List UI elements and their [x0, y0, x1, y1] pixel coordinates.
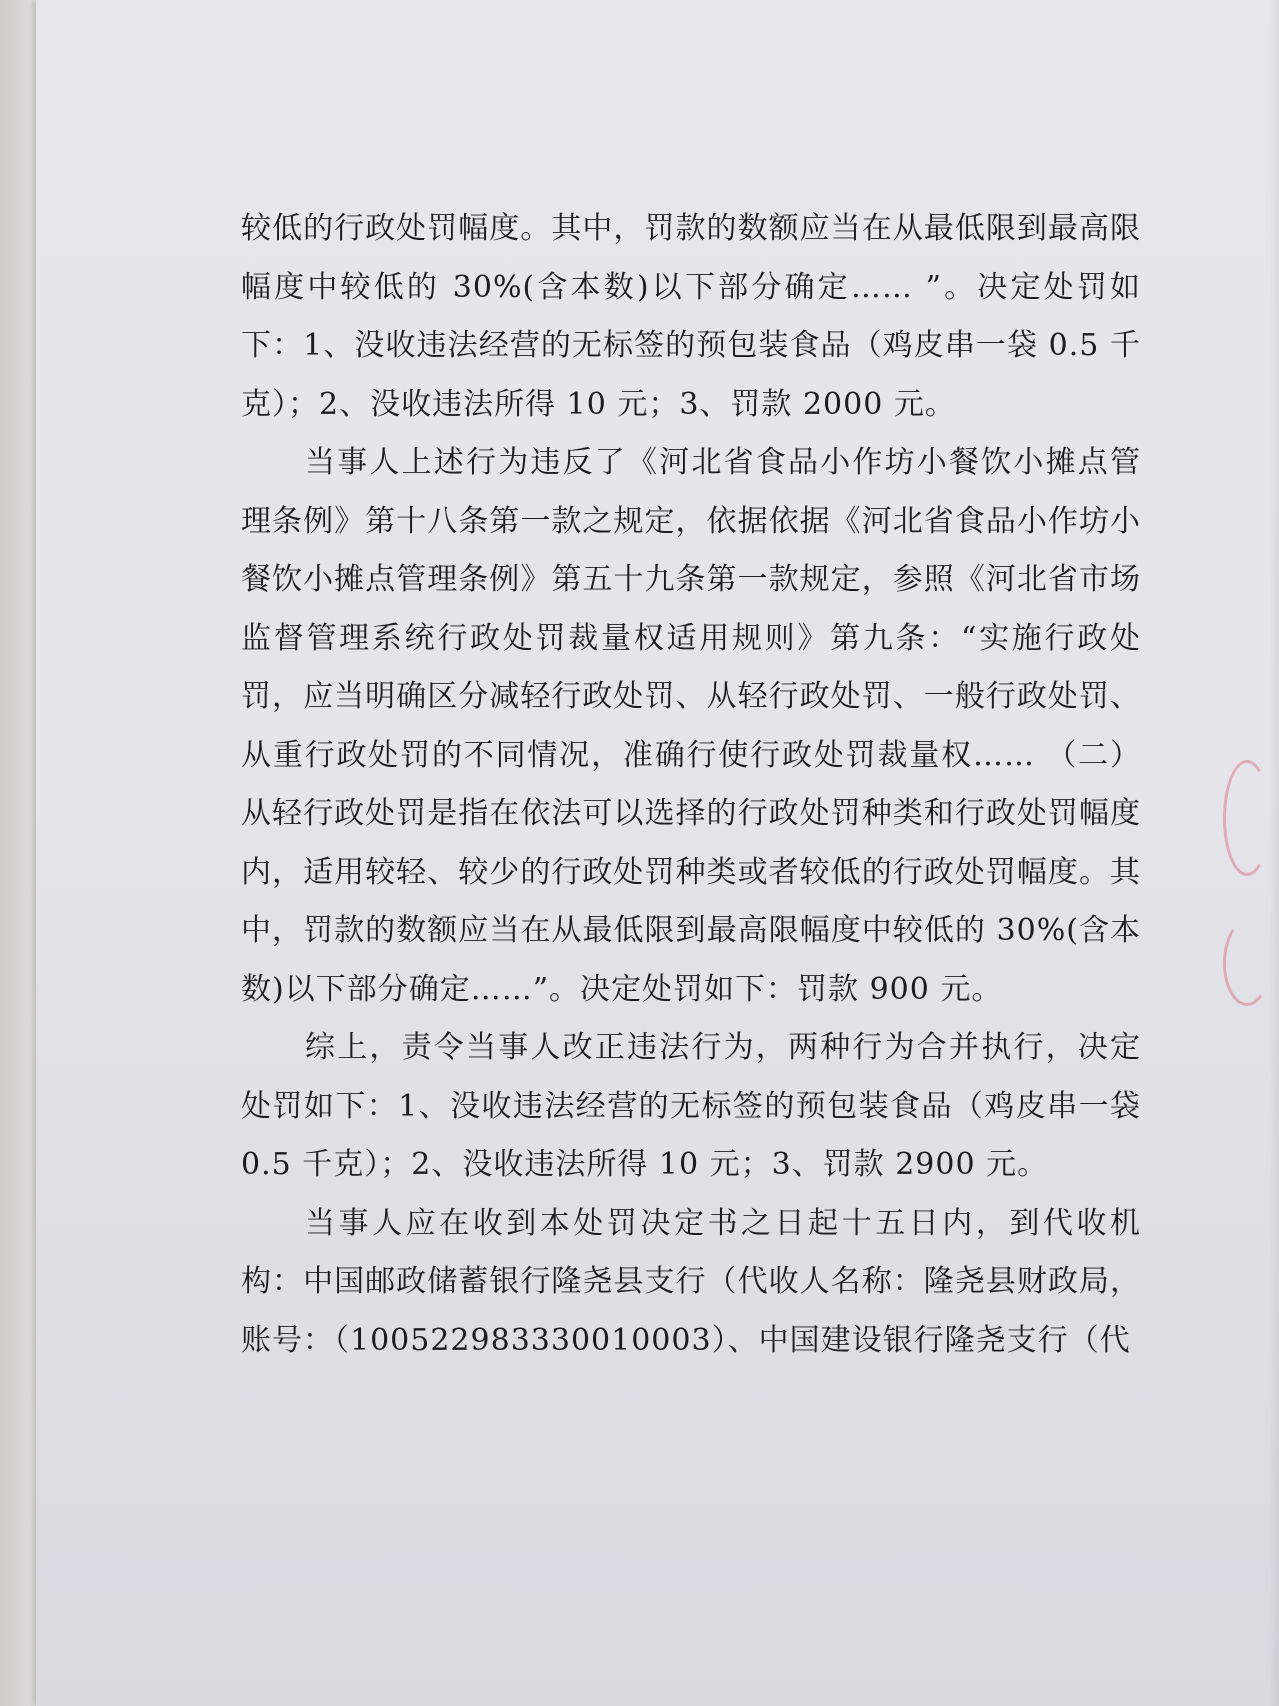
document-page	[36, 0, 1279, 1706]
document-body	[241, 200, 1141, 1370]
paragraph-payment-instructions: 当事人应在收到本处罚决定书之日起十五日内，到代收机构：中国邮政储蓄银行隆尧县支行（代收人名称：隆尧县财政局，账号：（100522983330010003）、中国建设银行隆尧支行（代	[241, 1205, 1141, 1358]
red-seal-fragment	[1223, 920, 1271, 1006]
paragraph-continued-penalty: 较低的行政处罚幅度。其中，罚款的数额应当在从最低限到最高限幅度中较低的 30%(含本数)以下部分确定…… ”。决定处罚如下：1、没收违法经营的无标签的预包装食品（鸡皮串一袋 0.5 千克）；2、没收违法所得 10 元；3、罚款 2000 元。	[241, 211, 1141, 422]
paragraph-combined-penalty: 综上，责令当事人改正违法行为，两种行为合并执行，决定处罚如下：1、没收违法经营的无标签的预包装食品（鸡皮串一袋 0.5 千克）；2、没收违法所得 10 元；3、罚款 2900 元。	[241, 1030, 1141, 1182]
paper-edge-shadow	[1269, 0, 1279, 1706]
paragraph-second-violation: 当事人上述行为违反了《河北省食品小作坊小餐饮小摊点管理条例》第十八条第一款之规定，依据依据《河北省食品小作坊小餐饮小摊点管理条例》第五十九条第一款规定，参照《河北省市场监督管理系统行政处罚裁量权适用规则》第九条：“实施行政处罚，应当明确区分减轻行政处罚、从轻行政处罚、一般行政处罚、从重行政处罚的不同情况，准确行使行政处罚裁量权…… （二）从轻行政处罚是指在依法可以选择的行政处罚种类和行政处罚幅度内，适用较轻、较少的行政处罚种类或者较低的行政处罚幅度。其中，罚款的数额应当在从最低限到最高限幅度中较低的 30%(含本数)以下部分确定……”。决定处罚如下：罚款 900 元。	[241, 445, 1141, 1007]
red-seal-fragment	[1223, 760, 1271, 876]
